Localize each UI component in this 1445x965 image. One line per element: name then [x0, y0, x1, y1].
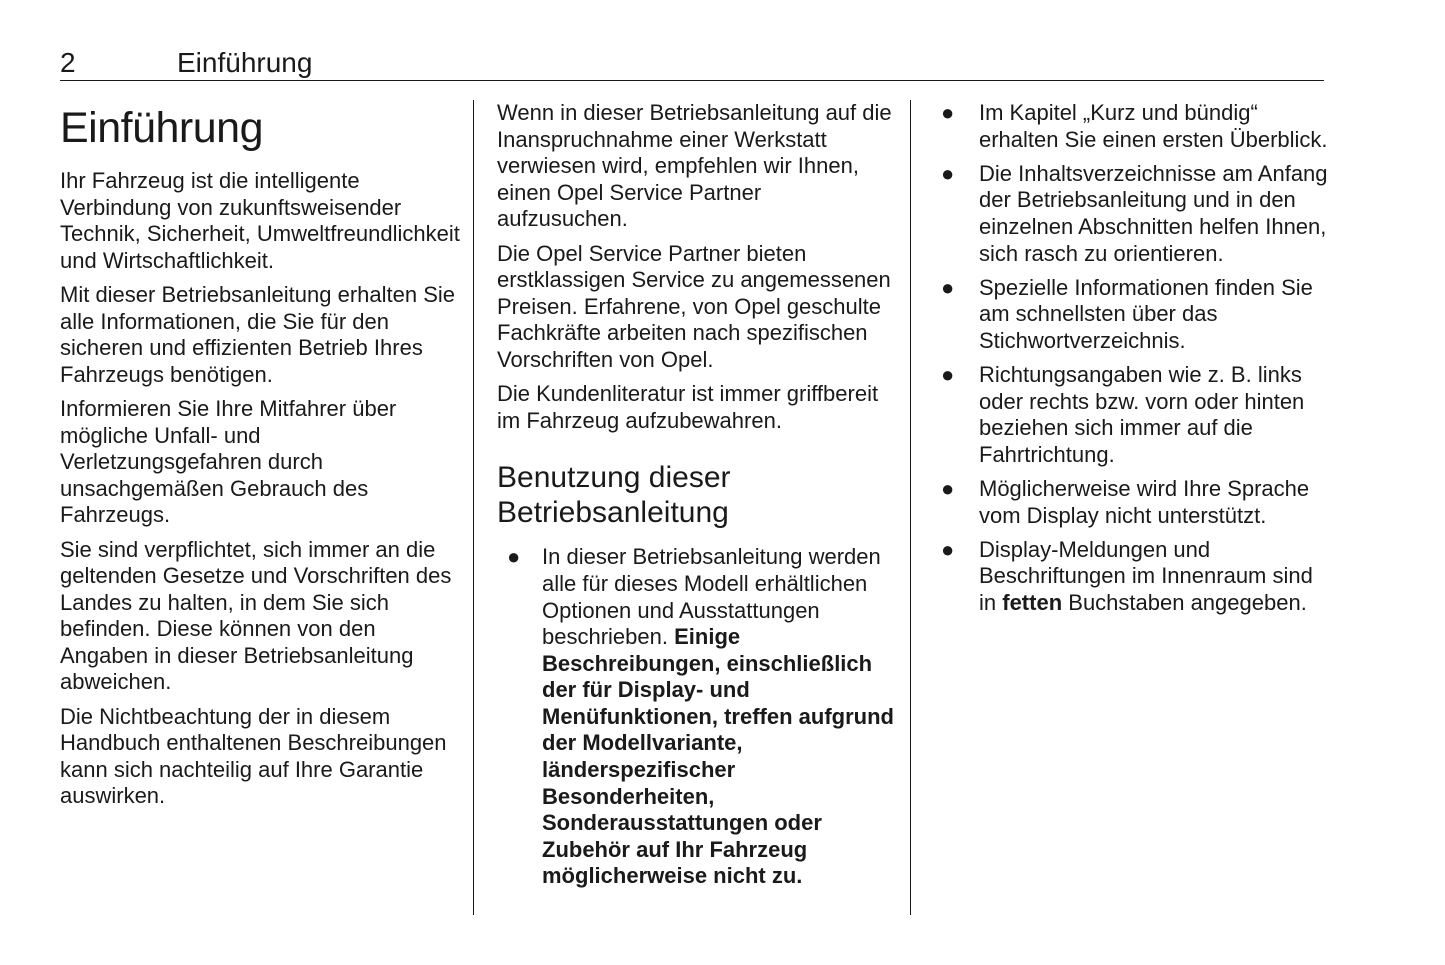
page-header: [60, 46, 1324, 81]
list-item-bold-text: Einige Beschreibungen, einschließlich der für Display- und Menüfunktionen, treffen aufgrund der Modellvariante, länderspezifischer Besonderheiten, Sonderausstattungen oder Zubehör auf Ihr Fahrzeug möglicherweise nicht zu.: [542, 624, 894, 889]
paragraph: Die Kundenliteratur ist immer griffbereit im Fahrzeug aufzubewahren.: [497, 381, 879, 433]
list-item-text: Buchstaben angegeben.: [1068, 590, 1307, 616]
list-item-text: Im Kapitel „Kurz und bündig“ erhalten Sie einen ersten Überblick.: [979, 100, 1328, 152]
page-number: 2: [60, 47, 76, 78]
bullet-icon: ●: [941, 100, 955, 125]
list-item-text: Spezielle Informationen finden Sie am schnellsten über das Stichwortverzeichnis.: [979, 274, 1313, 353]
paragraph: Die Nichtbeachtung der in diesem Handbuch enthaltenen Beschreibungen kann sich nachteilig auf Ihre Garantie auswirken.: [60, 703, 447, 809]
paragraph: Wenn in dieser Betriebsanleitung auf die Inanspruchnahme einer Werkstatt verwiesen wird, empfehlen wir Ihnen, einen Opel Service Partner aufzusuchen.: [497, 100, 892, 232]
list-item-text: Möglicherweise wird Ihre Sprache vom Display nicht unterstützt.: [979, 476, 1310, 528]
bullet-list: [497, 544, 897, 890]
column-divider-right: [910, 100, 911, 915]
list-item: [497, 544, 897, 890]
list-item: [938, 275, 1328, 355]
bullet-list: [938, 100, 1328, 617]
list-item-text: In dieser Betriebsanleitung werden alle für dieses Modell erhältlichen Optionen und Ausstattungen beschrieben.: [542, 544, 881, 650]
list-item: [938, 362, 1328, 468]
column-3: [938, 100, 1328, 624]
bullet-icon: ●: [941, 536, 955, 562]
bullet-icon: ●: [941, 362, 955, 388]
bullet-icon: ●: [507, 544, 521, 570]
list-item-bold-text: fetten: [1002, 590, 1063, 616]
bullet-icon: ●: [941, 476, 955, 502]
list-item-text: Richtungsangaben wie z. B. links oder rechts bzw. vorn oder hinten beziehen sich immer auf die Fahrtrichtung.: [979, 362, 1305, 467]
chapter-title: Einführung: [60, 104, 263, 152]
list-item-text: Die Inhaltsverzeichnisse am Anfang der Betriebsanleitung und in den einzelnen Abschnitten helfen Ihnen, sich rasch zu orientieren.: [979, 160, 1328, 266]
bullet-icon: ●: [941, 274, 955, 300]
column-1: [60, 100, 460, 818]
section-heading: Benutzung dieser Betriebsanleitung: [497, 461, 731, 530]
paragraph: Die Opel Service Partner bieten erstklassigen Service zu angemessenen Preisen. Erfahrene, von Opel geschulte Fachkräfte arbeiten nach spezifischen Vorschriften von Opel.: [497, 240, 891, 372]
paragraph: Ihr Fahrzeug ist die intelligente Verbindung von zukunftsweisender Technik, Sicherheit, Umweltfreundlichkeit und Wirtschaftlichkeit.: [60, 168, 460, 273]
column-divider-left: [473, 100, 474, 915]
running-title: Einführung: [177, 47, 313, 78]
paragraph: Sie sind verpflichtet, sich immer an die geltenden Gesetze und Vorschriften des Landes zu halten, in dem Sie sich befinden. Diese können von den Angaben in dieser Betriebsanleitung abweichen.: [60, 536, 452, 695]
paragraph: Informieren Sie Ihre Mitfahrer über mögliche Unfall- und Verletzungsgefahren durch unsachgemäßen Gebrauch des Fahrzeugs.: [60, 395, 397, 528]
column-2: [497, 100, 897, 898]
list-item: [938, 161, 1328, 267]
list-item: [938, 537, 1328, 617]
paragraph: Mit dieser Betriebsanleitung erhalten Sie alle Informationen, die Sie für den sicheren und effizienten Betrieb Ihres Fahrzeugs benötigen.: [60, 281, 456, 387]
list-item-text: Display-Meldungen und Beschriftungen im Innenraum sind in: [979, 536, 1313, 616]
list-item: [938, 476, 1328, 529]
list-item: [938, 100, 1328, 153]
bullet-icon: ●: [941, 160, 955, 186]
